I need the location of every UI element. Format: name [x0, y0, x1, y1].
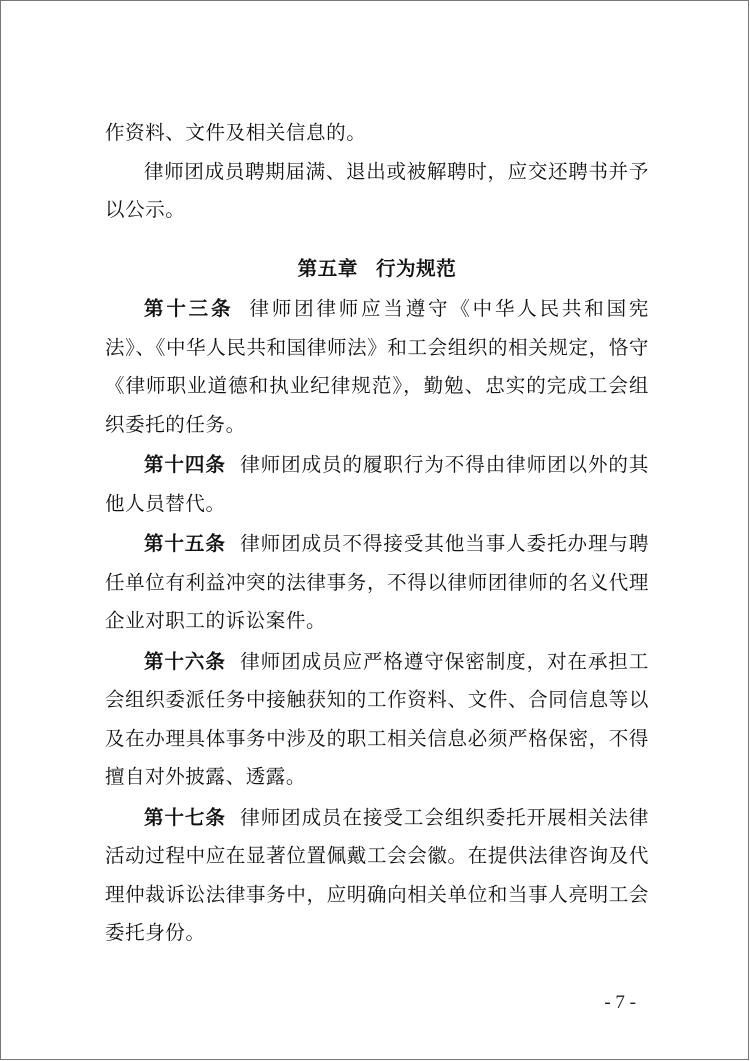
article-15 [105, 525, 649, 641]
page-content [105, 114, 649, 953]
chapter-number: 第五章 [297, 256, 358, 280]
article-text: 律师团成员不得接受其他当事人委托办理与聘任单位有利益冲突的法律事务，不得以律师团律师的名义代理企业对职工的诉讼案件。 [105, 532, 649, 632]
article-16 [105, 643, 649, 797]
article-label: 第十三条 [144, 297, 234, 320]
page-number: - 7 - [604, 992, 636, 1013]
article-label: 第十四条 [144, 453, 226, 476]
article-14 [105, 446, 649, 523]
article-label: 第十六条 [144, 649, 226, 673]
continuation-line-1: 作资料、文件及相关信息的。 [105, 121, 367, 144]
article-17 [105, 799, 649, 953]
article-text: 律师团成员的履职行为不得由律师团以外的其他人员替代。 [105, 453, 649, 515]
chapter-title: 行为规范 [375, 256, 457, 280]
article-text: 律师团成员应严格遵守保密制度，对在承担工会组织委派任务中接触获知的工作资料、文件、合同信息等以及在办理具体事务中涉及的职工相关信息必须严格保密，不得擅自对外披露、透露。 [105, 649, 649, 788]
chapter-heading [105, 250, 649, 289]
article-text: 律师团律师应当遵守《中华人民共和国宪法》、《中华人民共和国律师法》和工会组织的相关规定，恪守《律师职业道德和执业纪律规范》，勤勉、忠实的完成工会组织委托的任务。 [105, 297, 649, 436]
article-label: 第十七条 [144, 805, 226, 829]
article-text: 律师团成员在接受工会组织委托开展相关法律活动过程中应在显著位置佩戴工会会徽。在提供法律咨询及代理仲裁诉讼法律事务中，应明确向相关单位和当事人亮明工会委托身份。 [105, 805, 649, 944]
article-label: 第十五条 [144, 532, 226, 555]
continuation-line-2: 律师团成员聘期届满、退出或被解聘时，应交还聘书并予以公示。 [105, 159, 649, 221]
section-gap [105, 230, 649, 250]
article-13 [105, 290, 649, 444]
